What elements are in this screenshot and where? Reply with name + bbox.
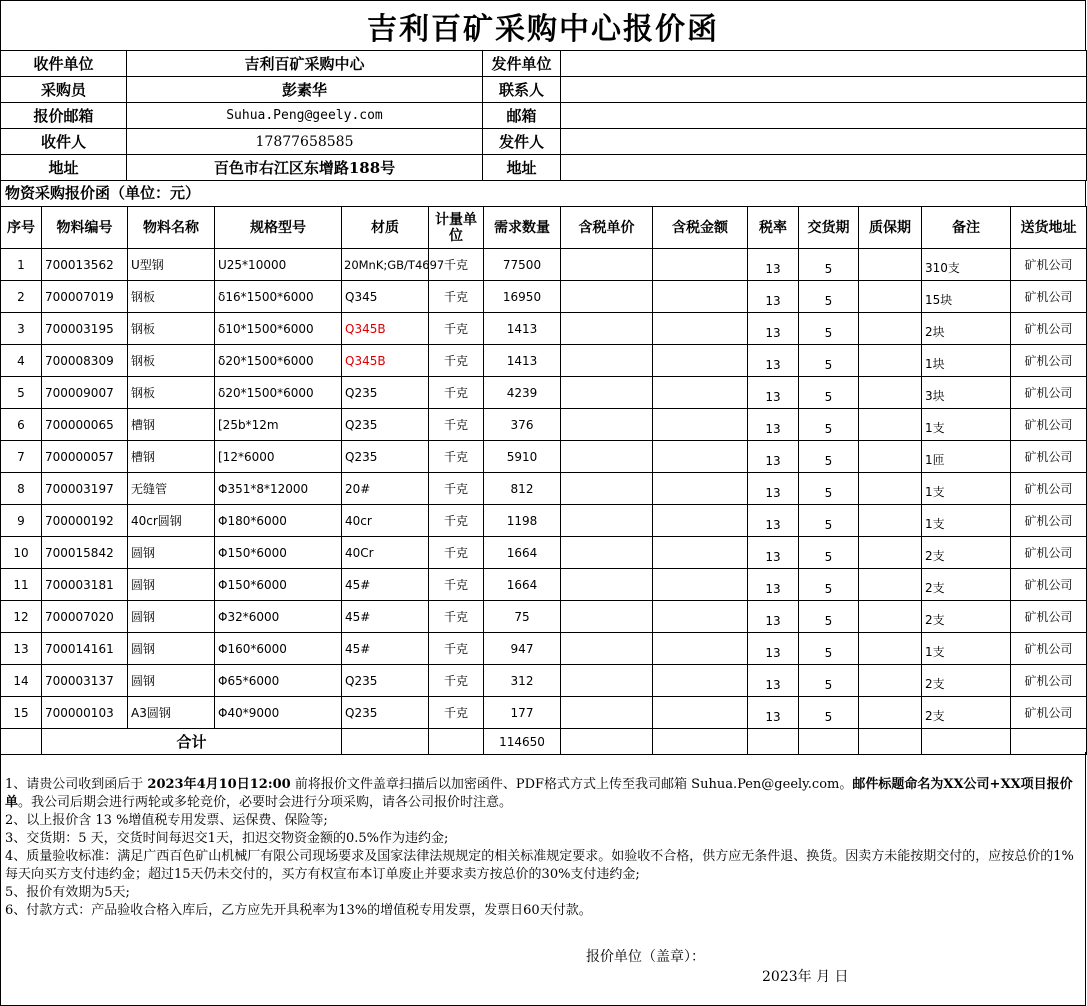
row-number: 3 [1,313,42,345]
delivery-address: 矿机公司 [1011,505,1087,537]
table-row [1,441,1087,473]
note: 1支 [922,505,1011,537]
address-label: 地址 [1,155,127,181]
quantity: 177 [484,697,561,729]
amount-cell [653,441,748,473]
spec: δ16*1500*6000 [215,281,342,313]
spec: Φ150*6000 [215,569,342,601]
info-row [1,77,1087,103]
material-code: 700014161 [42,633,128,665]
material-code: 700013562 [42,249,128,281]
tax-rate: 13 [748,665,799,697]
amount-cell [653,281,748,313]
info-row [1,155,1087,181]
quantity: 812 [484,473,561,505]
warranty-cell [859,505,922,537]
delivery-days: 5 [799,313,859,345]
total-blank [1011,729,1087,755]
contact-label: 联系人 [483,77,561,103]
table-row [1,505,1087,537]
tax-rate: 13 [748,249,799,281]
note-6: 6、付款方式：产品验收合格入库后，乙方应先开具税率为13%的增值税专用发票，发票日60天付款。 [5,903,592,918]
amount-cell [653,665,748,697]
warranty-cell [859,313,922,345]
table-row [1,345,1087,377]
material-code: 700007020 [42,601,128,633]
column-header: 质保期 [859,207,922,249]
spec: Φ180*6000 [215,505,342,537]
total-blank [922,729,1011,755]
unit-price-cell [561,601,653,633]
amount-cell [653,505,748,537]
buyer-value: 彭素华 [127,77,483,103]
mail-label: 邮箱 [483,103,561,129]
row-number: 13 [1,633,42,665]
sender-value [561,129,1087,155]
delivery-days: 5 [799,505,859,537]
material: Q235 [342,377,429,409]
note-2: 2、以上报价含 13 %增值税专用发票、运保费、保险等; [5,813,328,828]
material: 40Cr [342,537,429,569]
note-5: 5、报价有效期为5天; [5,885,130,900]
table-row [1,601,1087,633]
info-row [1,51,1087,77]
spec: δ10*1500*6000 [215,313,342,345]
unit: 千克 [429,441,484,473]
material-name: A3圆钢 [128,697,215,729]
delivery-days: 5 [799,441,859,473]
material-name: 钢板 [128,345,215,377]
note: 1匝 [922,441,1011,473]
tax-rate: 13 [748,345,799,377]
unit-price-cell [561,441,653,473]
row-number: 8 [1,473,42,505]
material-code: 700003195 [42,313,128,345]
material-code: 700000192 [42,505,128,537]
amount-cell [653,569,748,601]
recv-unit-value: 吉利百矿采购中心 [127,51,483,77]
unit: 千克 [429,537,484,569]
delivery-address: 矿机公司 [1011,473,1087,505]
spec: Φ351*8*12000 [215,473,342,505]
tax-rate: 13 [748,569,799,601]
material-name: 钢板 [128,377,215,409]
unit-price-cell [561,409,653,441]
table-row [1,633,1087,665]
table-row [1,697,1087,729]
spec: Φ40*9000 [215,697,342,729]
quantity: 376 [484,409,561,441]
material-name: 钢板 [128,281,215,313]
unit: 千克 [429,697,484,729]
tax-rate: 13 [748,537,799,569]
quantity: 16950 [484,281,561,313]
table-row [1,473,1087,505]
table-row [1,377,1087,409]
unit: 千克 [429,313,484,345]
delivery-address: 矿机公司 [1011,249,1087,281]
unit-price-cell [561,537,653,569]
amount-cell [653,633,748,665]
quantity: 75 [484,601,561,633]
material: 45# [342,569,429,601]
unit-price-cell [561,377,653,409]
material-name: 40cr圆钢 [128,505,215,537]
quantity: 947 [484,633,561,665]
warranty-cell [859,633,922,665]
send-unit-value [561,51,1087,77]
unit: 千克 [429,569,484,601]
unit-price-cell [561,313,653,345]
spec: δ20*1500*6000 [215,345,342,377]
buyer-label: 采购员 [1,77,127,103]
material: Q345B [342,345,429,377]
amount-cell [653,537,748,569]
tax-rate: 13 [748,281,799,313]
warranty-cell [859,441,922,473]
note-1-text-b: 前将报价文件盖章扫描后以加密函件、PDF格式方式上传至我司邮箱 Suhua.Pen@geely.com。 [290,777,853,792]
column-header: 含税单价 [561,207,653,249]
material-name: 槽钢 [128,441,215,473]
amount-cell [653,345,748,377]
delivery-days: 5 [799,281,859,313]
sender-label: 发件人 [483,129,561,155]
warranty-cell [859,249,922,281]
tax-rate: 13 [748,409,799,441]
material: Q235 [342,697,429,729]
total-blank [561,729,653,755]
quantity: 312 [484,665,561,697]
table-row [1,249,1087,281]
total-blank [1,729,42,755]
row-number: 7 [1,441,42,473]
note: 310支 [922,249,1011,281]
quantity: 1198 [484,505,561,537]
note: 1支 [922,473,1011,505]
material-name: 无缝管 [128,473,215,505]
column-header: 物料编号 [42,207,128,249]
material-name: 圆钢 [128,665,215,697]
material-code: 700003137 [42,665,128,697]
unit: 千克 [429,505,484,537]
total-row [1,729,1087,755]
tax-rate: 13 [748,473,799,505]
row-number: 2 [1,281,42,313]
note: 2块 [922,313,1011,345]
unit-price-cell [561,697,653,729]
column-header: 送货地址 [1011,207,1087,249]
total-blank [429,729,484,755]
table-row [1,569,1087,601]
delivery-address: 矿机公司 [1011,633,1087,665]
unit-price-cell [561,633,653,665]
unit-price-cell [561,569,653,601]
note-1 [1,776,1085,812]
section-title: 物资采购报价函（单位：元） [0,180,1086,206]
spec: δ20*1500*6000 [215,377,342,409]
table-header-row [1,207,1087,249]
material: 45# [342,601,429,633]
date-label: 2023年 月 日 [762,969,849,985]
delivery-days: 5 [799,601,859,633]
delivery-address: 矿机公司 [1011,537,1087,569]
delivery-days: 5 [799,345,859,377]
warranty-cell [859,345,922,377]
contact-value [561,77,1087,103]
quantity: 1664 [484,569,561,601]
column-header: 需求数量 [484,207,561,249]
delivery-address: 矿机公司 [1011,665,1087,697]
quantity: 5910 [484,441,561,473]
total-blank [748,729,799,755]
note-1-text-a: 1、请贵公司收到函后于 [5,777,148,792]
table-row [1,665,1087,697]
column-header: 交货期 [799,207,859,249]
note: 2支 [922,601,1011,633]
material-code: 700000057 [42,441,128,473]
material-code: 700009007 [42,377,128,409]
address-value: 百色市右江区东增路188号 [127,155,483,181]
warranty-cell [859,377,922,409]
mail-value [561,103,1087,129]
row-number: 14 [1,665,42,697]
info-table [0,50,1087,181]
unit: 千克 [429,633,484,665]
material-code: 700003181 [42,569,128,601]
unit: 千克 [429,473,484,505]
send-unit-label: 发件单位 [483,51,561,77]
material: Q345B [342,313,429,345]
spec: [12*6000 [215,441,342,473]
note: 2支 [922,569,1011,601]
signature-label: 报价单位（盖章）： [586,949,705,965]
address2-label: 地址 [483,155,561,181]
column-header: 序号 [1,207,42,249]
unit-price-cell [561,249,653,281]
quantity: 77500 [484,249,561,281]
table-row [1,281,1087,313]
delivery-address: 矿机公司 [1011,281,1087,313]
material-code: 700015842 [42,537,128,569]
row-number: 11 [1,569,42,601]
material-name: 槽钢 [128,409,215,441]
unit: 千克 [429,665,484,697]
material-name: 圆钢 [128,537,215,569]
unit: 千克 [429,345,484,377]
delivery-days: 5 [799,569,859,601]
note: 2支 [922,537,1011,569]
row-number: 10 [1,537,42,569]
material-name: 圆钢 [128,569,215,601]
column-header: 计量单位 [429,207,484,249]
email-label: 报价邮箱 [1,103,127,129]
table-row [1,409,1087,441]
column-header: 税率 [748,207,799,249]
material: Q235 [342,665,429,697]
note: 1支 [922,409,1011,441]
delivery-address: 矿机公司 [1011,377,1087,409]
quantity: 4239 [484,377,561,409]
row-number: 5 [1,377,42,409]
material-code: 700000103 [42,697,128,729]
delivery-days: 5 [799,665,859,697]
delivery-days: 5 [799,249,859,281]
note: 1支 [922,633,1011,665]
amount-cell [653,409,748,441]
note: 2支 [922,665,1011,697]
unit: 千克 [429,601,484,633]
notes-section [0,752,1086,1006]
delivery-address: 矿机公司 [1011,345,1087,377]
material: 20# [342,473,429,505]
note: 3块 [922,377,1011,409]
spec: Φ65*6000 [215,665,342,697]
material-name: 圆钢 [128,633,215,665]
quantity: 1413 [484,313,561,345]
warranty-cell [859,409,922,441]
delivery-address: 矿机公司 [1011,409,1087,441]
note: 1块 [922,345,1011,377]
total-label: 合计 [42,729,342,755]
recv-unit-label: 收件单位 [1,51,127,77]
material: Q345 [342,281,429,313]
column-header: 材质 [342,207,429,249]
info-row [1,129,1087,155]
warranty-cell [859,569,922,601]
spec: Φ150*6000 [215,537,342,569]
quantity: 1413 [484,345,561,377]
quantity: 1664 [484,537,561,569]
note: 15块 [922,281,1011,313]
unit-price-cell [561,473,653,505]
tax-rate: 13 [748,633,799,665]
delivery-days: 5 [799,409,859,441]
table-row [1,313,1087,345]
material-name: U型钢 [128,249,215,281]
column-header: 备注 [922,207,1011,249]
total-blank [859,729,922,755]
total-quantity: 114650 [484,729,561,755]
tax-rate: 13 [748,441,799,473]
info-row [1,103,1087,129]
row-number: 4 [1,345,42,377]
row-number: 6 [1,409,42,441]
note-4: 4、质量验收标准：满足广西百色矿山机械厂有限公司现场要求及国家法律法规规定的相关标准规定要求。如验收不合格，供方应无条件退、换货。因卖方未能按期交付的，应按总价的1% 每天向买方支付违约金；超过15天仍未交付的，买方有权宣布本订单废止并要求卖方按总价的30%支付违约金; [5,849,1074,882]
amount-cell [653,473,748,505]
tax-rate: 13 [748,313,799,345]
amount-cell [653,313,748,345]
total-blank [342,729,429,755]
note-3: 3、交货期：5 天，交货时间每迟交1天，扣迟交物资金额的0.5%作为违约金; [5,831,449,846]
delivery-days: 5 [799,697,859,729]
row-number: 12 [1,601,42,633]
recipient-label: 收件人 [1,129,127,155]
amount-cell [653,697,748,729]
warranty-cell [859,281,922,313]
row-number: 15 [1,697,42,729]
unit-price-cell [561,665,653,697]
note-1-text-c: 。我公司后期会进行两轮或多轮竞价，必要时会进行分项采购，请各公司报价时注意。 [18,795,513,810]
column-header: 含税金额 [653,207,748,249]
material: 40cr [342,505,429,537]
items-table [0,206,1087,755]
row-number: 9 [1,505,42,537]
unit-price-cell [561,281,653,313]
delivery-days: 5 [799,537,859,569]
material-name: 钢板 [128,313,215,345]
material-code: 700007019 [42,281,128,313]
total-blank [653,729,748,755]
delivery-address: 矿机公司 [1011,697,1087,729]
unit: 千克 [429,281,484,313]
material: Q235 [342,441,429,473]
warranty-cell [859,697,922,729]
email-value[interactable]: Suhua.Peng@geely.com [127,103,483,129]
unit: 千克 [429,249,484,281]
material: 20MnK;GB/T4697 [342,249,429,281]
material-code: 700003197 [42,473,128,505]
spec: Φ160*6000 [215,633,342,665]
unit: 千克 [429,409,484,441]
delivery-days: 5 [799,473,859,505]
column-header: 规格型号 [215,207,342,249]
unit-price-cell [561,505,653,537]
amount-cell [653,249,748,281]
amount-cell [653,377,748,409]
delivery-address: 矿机公司 [1011,569,1087,601]
delivery-days: 5 [799,377,859,409]
material-name: 圆钢 [128,601,215,633]
warranty-cell [859,537,922,569]
delivery-days: 5 [799,633,859,665]
spec: [25b*12m [215,409,342,441]
warranty-cell [859,601,922,633]
delivery-address: 矿机公司 [1011,601,1087,633]
tax-rate: 13 [748,601,799,633]
total-blank [799,729,859,755]
delivery-address: 矿机公司 [1011,441,1087,473]
delivery-address: 矿机公司 [1011,313,1087,345]
tax-rate: 13 [748,505,799,537]
unit-price-cell [561,345,653,377]
unit: 千克 [429,377,484,409]
note-1-email-title: 邮件标题命名为XX公司+XX项目报价单 [5,777,1073,810]
material-code: 700008309 [42,345,128,377]
tax-rate: 13 [748,377,799,409]
note-1-deadline: 2023年4月10日12:00 [147,777,291,792]
column-header: 物料名称 [128,207,215,249]
warranty-cell [859,473,922,505]
material-code: 700000065 [42,409,128,441]
address2-value [561,155,1087,181]
spec: U25*10000 [215,249,342,281]
note: 2支 [922,697,1011,729]
row-number: 1 [1,249,42,281]
amount-cell [653,601,748,633]
page-title: 吉利百矿采购中心报价函 [0,0,1086,50]
recipient-value: 17877658585 [127,129,483,155]
material: Q235 [342,409,429,441]
tax-rate: 13 [748,697,799,729]
material: 45# [342,633,429,665]
spec: Φ32*6000 [215,601,342,633]
warranty-cell [859,665,922,697]
table-row [1,537,1087,569]
